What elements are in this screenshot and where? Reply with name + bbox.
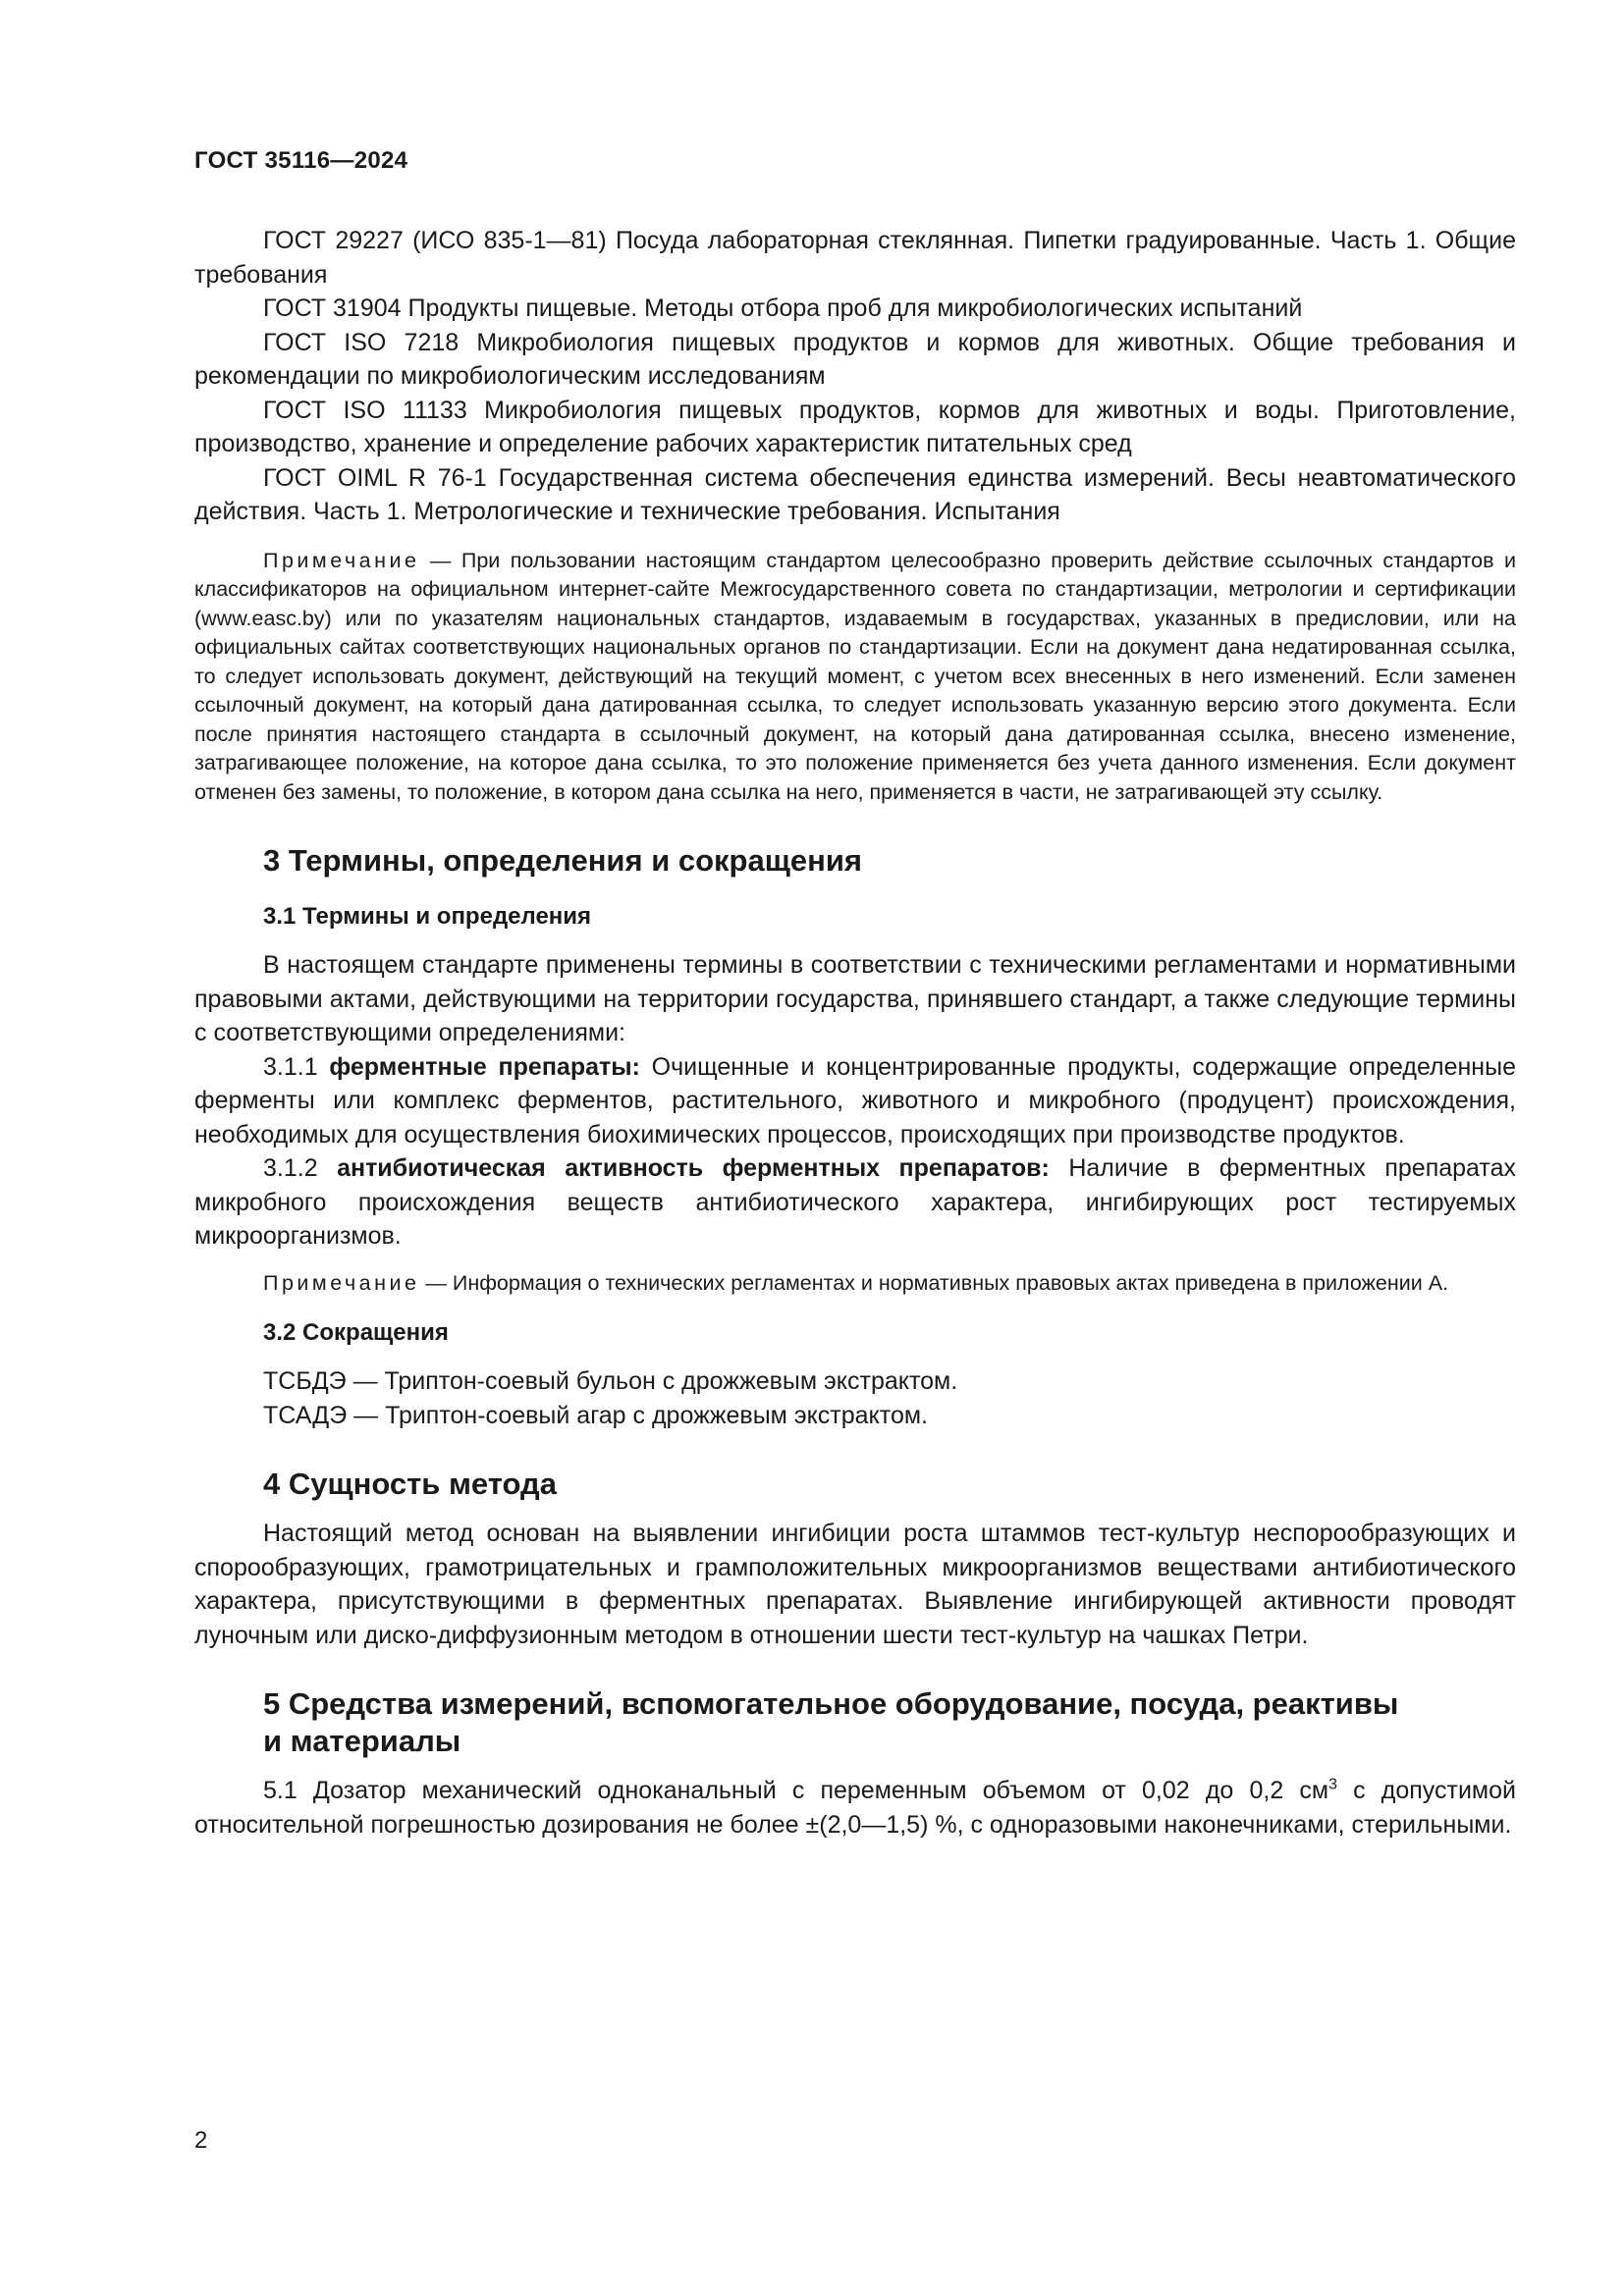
superscript-3: 3 (1328, 1776, 1337, 1793)
abbreviation: ТСБДЭ — Триптон-соевый бульон с дрожжевым экстрактом. (263, 1367, 958, 1395)
item-5-1 (194, 1774, 1516, 1842)
normative-reference: ГОСТ 29227 (ИСО 835-1—81) Посуда лабораторная стеклянная. Пипетки градуированные. Часть 1. Общие требования (194, 227, 1516, 289)
note-label: Примечание (263, 548, 420, 572)
subsection-3-1-title: 3.1 Термины и определения (263, 903, 592, 930)
section-5-title (194, 1685, 1516, 1760)
note-regulations (194, 1269, 1516, 1299)
note-label: Примечание (263, 1270, 420, 1295)
document-code-header: ГОСТ 35116—2024 (194, 147, 408, 174)
section-3-title: 3 Термины, определения и сокращения (263, 843, 862, 878)
page-number: 2 (194, 2127, 208, 2154)
normative-reference: ГОСТ OIML R 76-1 Государственная система обеспечения единства измерений. Весы неавтоматического действия. Часть 1. Метрологические и технические требования. Испытания (194, 463, 1516, 525)
note-text: — При пользовании настоящим стандартом целесообразно проверить действие ссылочных стандартов и классификаторов на официальном интернет-сайте Межгосударственного совета по стандартизации, метрологии и сертификации (www.easc.by) или по указателям национальных стандартов, издаваемым в государствах, указанных в предисловии, или на официальных сайтах соответствующих национальных органов по стандартизации. Если на документ дана недатированная ссылка, то следует использовать документ, действующий на текущий момент, с учетом всех внесенных в него изменений. Если заменен ссылочный документ, на который дана датированная ссылка, то следует использовать указанную версию этого документа. Если после принятия настоящего стандарта в ссылочный документ, на который дана датированная ссылка, внесено изменение, затрагивающее положение, на которое дана ссылка, то это положение применяется без учета данного изменения. Если документ отменен без замены, то положение, в котором дана ссылка на него, применяется в части, не затрагивающей эту ссылку. (194, 548, 1516, 804)
item-5-1-text-end: с допустимой относительной погрешностью дозирования не более ±(2,0—1,5) %, с одноразовыми наконечниками, стерильными. (194, 1777, 1516, 1839)
term-3-1-1 (194, 1050, 1516, 1152)
term-number: 3.1.2 (263, 1154, 338, 1182)
term-number: 3.1.1 (263, 1052, 330, 1081)
section-5-title-line2: и материалы (263, 1724, 461, 1758)
abbreviation: ТСАДЭ — Триптон-соевый агар с дрожжевым экстрактом. (263, 1401, 928, 1429)
subsection-3-2-title: 3.2 Сокращения (263, 1319, 449, 1346)
normative-reference: ГОСТ ISO 7218 Микробиология пищевых продуктов и кормов для животных. Общие требования и рекомендации по микробиологическим исследованиям (194, 328, 1516, 390)
normative-reference: ГОСТ ISO 11133 Микробиология пищевых продуктов, кормов для животных и воды. Приготовление, производство, хранение и определение рабочих характеристик питательных сред (194, 396, 1516, 457)
page-content (194, 224, 1516, 1842)
terms-intro: В настоящем стандарте применены термины в соответствии с техническими регламентами и нормативными правовыми актами, действующими на территории государства, принявшего стандарт, а также следующие термины с соответствующими определениями: (194, 951, 1516, 1046)
term-definition: Наличие в ферментных препаратах микробного происхождения веществ антибиотического характера, ингибирующих рост тестируемых микроорганизмов. (194, 1154, 1516, 1250)
term-definition: Очищенные и концентрированные продукты, содержащие определенные ферменты или комплекс ферментов, растительного, животного и микробного (продуцент) происхождения, необходимых для осуществления биохимических процессов, происходящих при производстве продуктов. (194, 1052, 1516, 1148)
term-name: ферментные препараты: (329, 1052, 640, 1081)
term-3-1-2 (194, 1151, 1516, 1254)
section-5-title-line1: 5 Средства измерений, вспомогательное оборудование, посуда, реактивы (263, 1686, 1399, 1721)
normative-reference: ГОСТ 31904 Продукты пищевые. Методы отбора проб для микробиологических испытаний (263, 294, 1303, 322)
section-4-title: 4 Сущность метода (263, 1467, 557, 1501)
item-5-1-text: 5.1 Дозатор механический одноканальный с переменным объемом от 0,02 до 0,2 см (263, 1777, 1329, 1804)
note-references (194, 547, 1516, 808)
method-essence-text: Настоящий метод основан на выявлении ингибиции роста штаммов тест-культур неспорообразующих и спорообразующих, грамотрицательных и грамположительных микроорганизмов веществами антибиотического характера, присутствующими в ферментных препаратах. Выявление ингибирующей активности проводят луночным или диско-диффузионным методом в отношении шести тест-культур на чашках Петри. (194, 1520, 1516, 1649)
note-text: — Информация о технических регламентах и нормативных правовых актах приведена в приложении А. (419, 1270, 1449, 1295)
term-name: антибиотическая активность ферментных препаратов: (337, 1154, 1050, 1182)
